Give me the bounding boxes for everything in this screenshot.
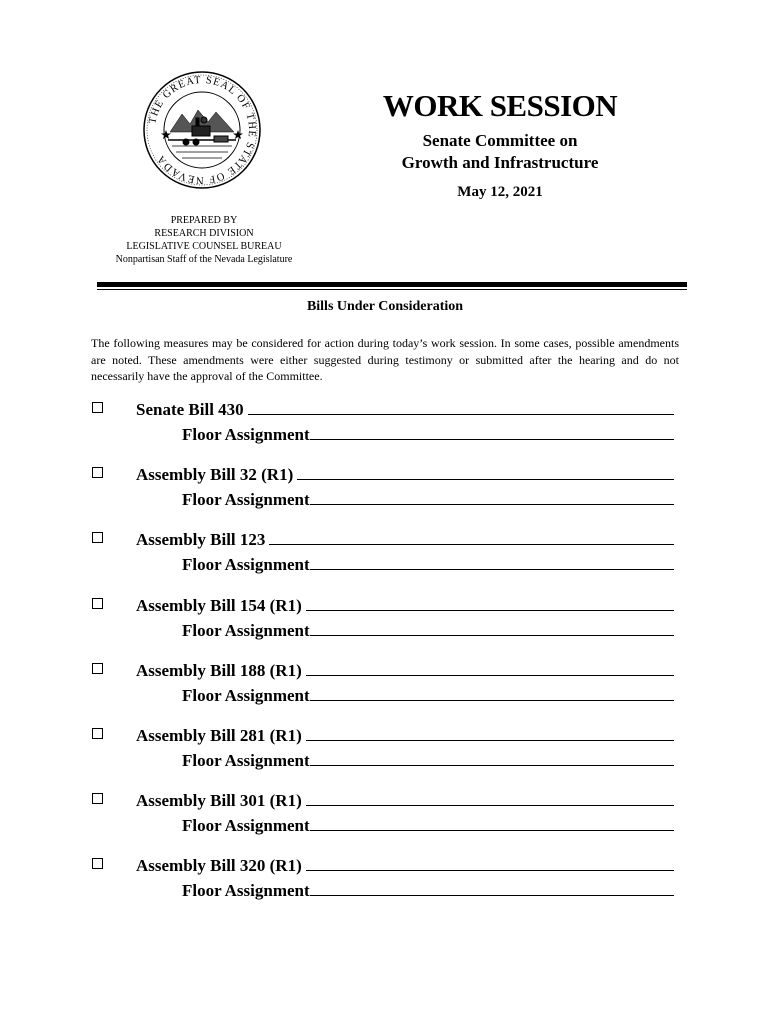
bill-action-blank[interactable] xyxy=(306,594,674,611)
bill-item xyxy=(92,724,682,789)
bill-item xyxy=(92,789,682,854)
floor-assignment-line xyxy=(182,814,674,837)
floor-assignment-label: Floor Assignment xyxy=(182,685,310,705)
floor-assignment-line xyxy=(182,619,674,642)
bill-name: Assembly Bill 320 (R1) xyxy=(136,856,302,876)
bill-action-blank[interactable] xyxy=(306,659,674,676)
floor-assignment-line xyxy=(182,684,674,707)
prepared-by-line-3: LEGISLATIVE COUNSEL BUREAU xyxy=(126,241,282,252)
floor-assignment-blank[interactable] xyxy=(310,619,674,636)
bill-action-blank[interactable] xyxy=(269,528,674,545)
floor-assignment-blank[interactable] xyxy=(310,684,674,701)
bill-item xyxy=(92,659,682,724)
floor-assignment-label: Floor Assignment xyxy=(182,881,310,901)
bill-item xyxy=(92,594,682,659)
floor-assignment-blank[interactable] xyxy=(310,749,674,766)
floor-assignment-label: Floor Assignment xyxy=(182,425,310,444)
floor-assignment-blank[interactable] xyxy=(310,879,674,896)
bill-action-blank[interactable] xyxy=(306,854,674,871)
prepared-by-block xyxy=(100,214,308,266)
section-heading: Bills Under Consideration xyxy=(306,299,464,314)
bill-name: Assembly Bill 154 (R1) xyxy=(136,595,302,615)
bill-checkbox[interactable] xyxy=(92,598,103,609)
header-divider-thick xyxy=(97,282,687,287)
bill-name-line xyxy=(136,398,674,421)
nevada-state-seal xyxy=(142,70,262,190)
floor-assignment-label: Floor Assignment xyxy=(182,490,310,510)
bill-name-line xyxy=(136,659,674,682)
bill-name-line xyxy=(136,528,674,551)
bill-name-line xyxy=(136,724,674,747)
floor-assignment-blank[interactable] xyxy=(310,488,674,505)
floor-assignment-label: Floor Assignment xyxy=(182,620,310,640)
bill-name: Assembly Bill 188 (R1) xyxy=(136,660,302,680)
bill-name: Assembly Bill 301 (R1) xyxy=(136,791,302,811)
bill-checkbox[interactable] xyxy=(92,793,103,804)
prepared-by-line-4: Nonpartisan Staff of the Nevada Legislature xyxy=(115,254,293,265)
bill-checkbox[interactable] xyxy=(92,532,103,543)
bill-name: Assembly Bill 123 xyxy=(136,530,266,550)
session-date: May 12, 2021 xyxy=(457,184,543,200)
title-block xyxy=(330,88,670,201)
bill-name-line xyxy=(136,789,674,812)
bill-checkbox[interactable] xyxy=(92,858,103,869)
bill-name-line xyxy=(136,854,674,877)
floor-assignment-blank[interactable] xyxy=(310,553,674,570)
bill-item xyxy=(92,854,682,919)
floor-assignment-blank[interactable] xyxy=(310,814,674,831)
committee-line-1: Senate Committee on xyxy=(422,131,578,150)
floor-assignment-line xyxy=(182,553,674,576)
prepared-by-line-1: PREPARED BY xyxy=(170,215,238,226)
bill-checkbox[interactable] xyxy=(92,663,103,674)
floor-assignment-line xyxy=(182,879,674,902)
bill-checkbox[interactable] xyxy=(92,728,103,739)
bill-item xyxy=(92,528,682,593)
floor-assignment-label: Floor Assignment xyxy=(182,750,310,770)
bill-list xyxy=(92,398,682,920)
floor-assignment-blank[interactable] xyxy=(310,423,674,440)
bill-checkbox[interactable] xyxy=(92,402,103,413)
bill-item xyxy=(92,463,682,528)
bill-action-blank[interactable] xyxy=(306,789,674,806)
bill-item xyxy=(92,398,682,463)
bill-name-line xyxy=(136,463,674,486)
floor-assignment-label: Floor Assignment xyxy=(182,816,310,836)
committee-line-2: Growth and Infrastructure xyxy=(401,153,599,172)
bill-action-blank[interactable] xyxy=(248,398,674,415)
bill-name: Senate Bill 430 xyxy=(136,400,244,419)
floor-assignment-line xyxy=(182,749,674,772)
bill-name: Assembly Bill 32 (R1) xyxy=(136,465,294,485)
floor-assignment-line xyxy=(182,488,674,511)
seal-ring-text: THE GREAT SEAL OF THE STATE OF NEVADA xyxy=(147,74,258,186)
bill-name: Assembly Bill 281 (R1) xyxy=(136,725,302,745)
bill-action-blank[interactable] xyxy=(297,463,674,480)
header-divider-thin xyxy=(97,289,687,290)
bill-checkbox[interactable] xyxy=(92,467,103,478)
document-title: WORK SESSION xyxy=(382,88,618,123)
prepared-by-line-2: RESEARCH DIVISION xyxy=(154,228,254,239)
floor-assignment-label: Floor Assignment xyxy=(182,555,310,575)
bill-name-line xyxy=(136,594,674,617)
intro-paragraph: The following measures may be considered for action during today’s work session. In some cases, possible amendments are noted. These amendments were either suggested during testimony or submitted after the hearing and do not necessarily have the approval of the Committee. xyxy=(91,336,679,383)
floor-assignment-line xyxy=(182,423,674,446)
bill-action-blank[interactable] xyxy=(306,724,674,741)
